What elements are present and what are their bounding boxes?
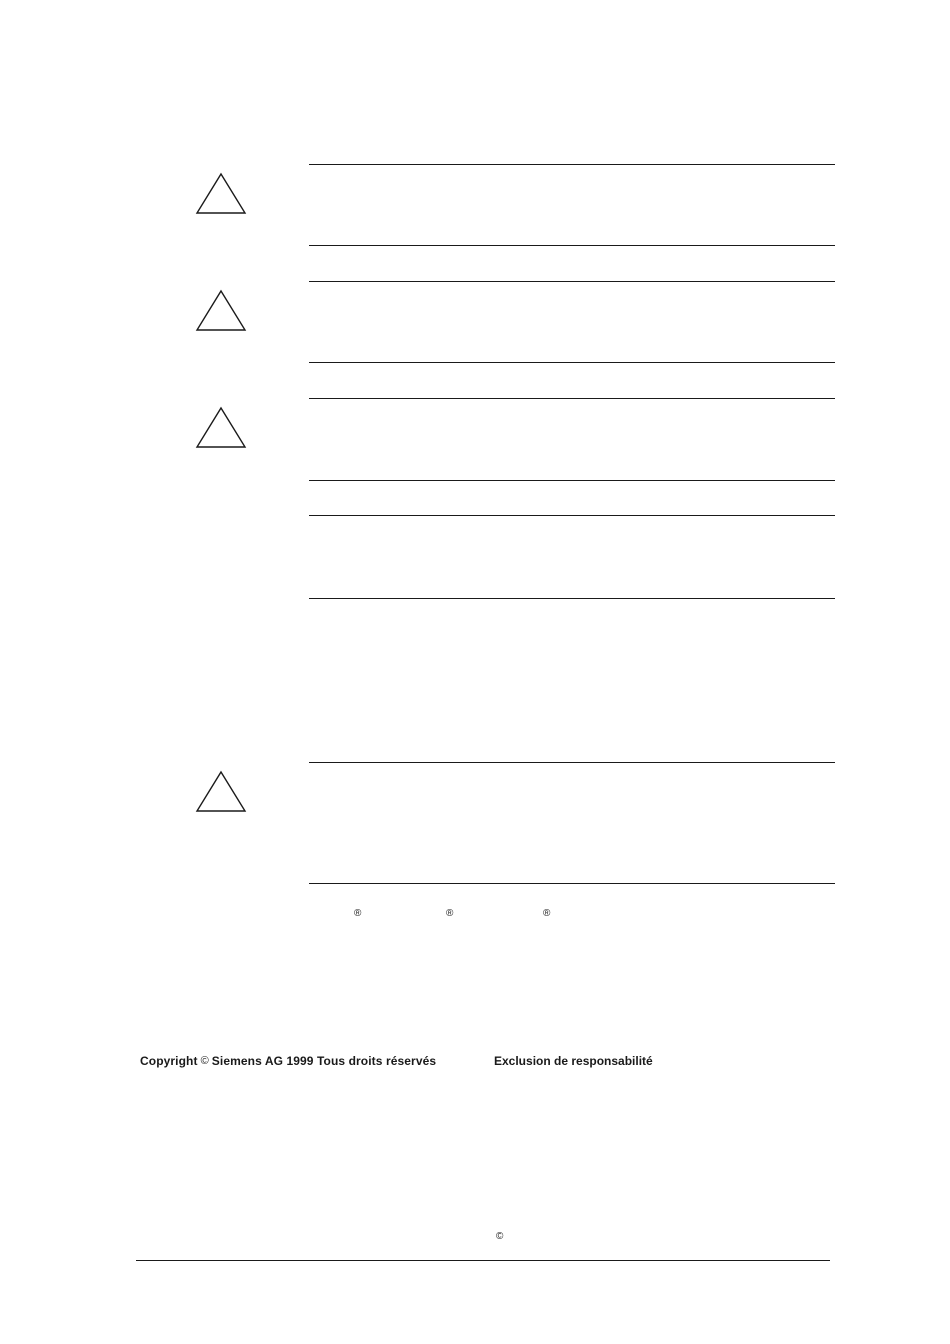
notice-5-top-rule bbox=[309, 762, 835, 763]
notice-2-bottom-rule bbox=[309, 362, 835, 363]
notice-4-top-rule bbox=[309, 515, 835, 516]
notice-3-top-rule bbox=[309, 398, 835, 399]
notice-5-bottom-rule bbox=[309, 883, 835, 884]
registered-trademark-symbol: ® bbox=[354, 908, 362, 919]
notice-1-top-rule bbox=[309, 164, 835, 165]
notice-4-bottom-rule bbox=[309, 598, 835, 599]
disclaimer-heading: Exclusion de responsabilité bbox=[494, 1054, 653, 1068]
warning-triangle-icon bbox=[195, 770, 247, 814]
warning-triangle-icon bbox=[195, 172, 247, 216]
footer-rule bbox=[136, 1260, 830, 1261]
warning-triangle-icon bbox=[195, 289, 247, 333]
registered-trademark-symbol: ® bbox=[543, 908, 551, 919]
copyright-prefix: Copyright bbox=[140, 1054, 198, 1068]
notice-3-bottom-rule bbox=[309, 480, 835, 481]
notice-1-bottom-rule bbox=[309, 245, 835, 246]
copyright-notice bbox=[140, 1054, 436, 1068]
copyright-symbol: © bbox=[200, 1055, 209, 1067]
copyright-holder: Siemens AG 1999 Tous droits réservés bbox=[211, 1054, 437, 1068]
notice-2-top-rule bbox=[309, 281, 835, 282]
registered-trademark-symbol: ® bbox=[446, 908, 454, 919]
warning-triangle-icon bbox=[195, 406, 247, 450]
footer-copyright-symbol: © bbox=[496, 1231, 504, 1242]
